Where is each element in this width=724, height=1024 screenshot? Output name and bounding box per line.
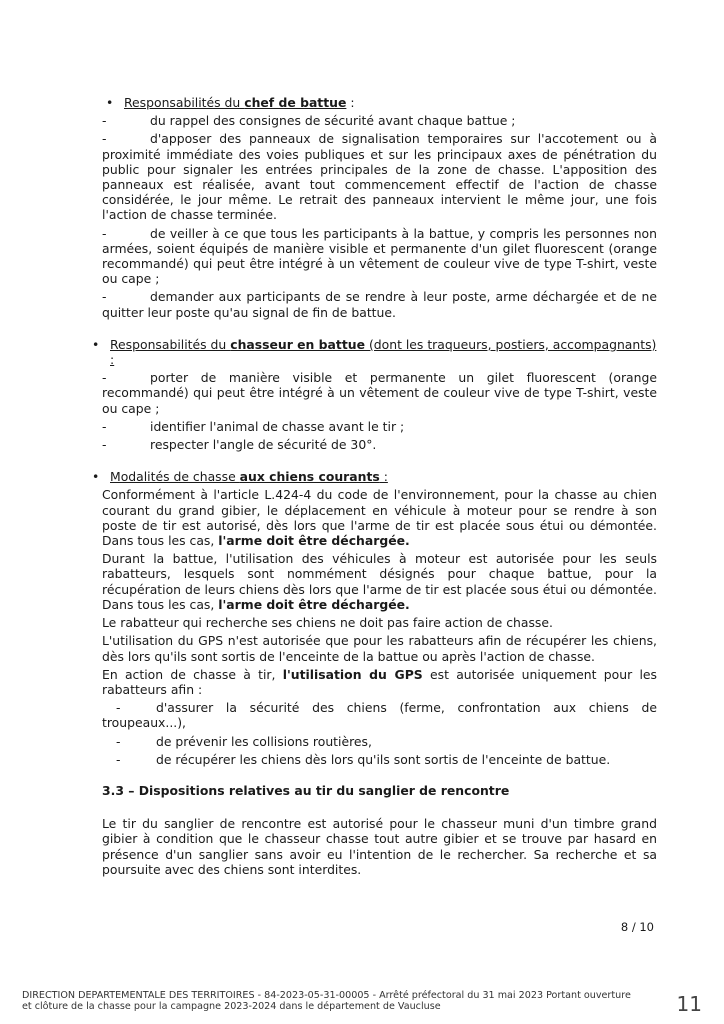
list-item: - demander aux participants de se rendre à leur poste, arme déchargée et de ne quitter leur poste qu'au signal de fin de battue. <box>102 289 657 320</box>
paragraph: L'utilisation du GPS n'est autorisée que pour les rabatteurs afin de récupérer les chiens, dès lors qu'ils sont sortis de l'enceinte de la battue ou après l'action de chasse. <box>102 633 657 664</box>
list-item: - respecter l'angle de sécurité de 30°. <box>102 437 377 453</box>
bullet-icon: • <box>92 469 100 485</box>
list-item: - de veiller à ce que tous les participants à la battue, y compris les personnes non armées, soient équipés de manière visible et permanente d'un gilet fluorescent (orange recommandé) qui peut être intégré à un vêtement de couleur vive de type T-shirt, veste ou cape ; <box>102 225 657 287</box>
footer-page-number: 11 <box>676 992 702 1016</box>
paragraph: Conformément à l'article L.424-4 du code de l'environnement, pour la chasse au chien courant du grand gibier, le déplacement en véhicule à moteur pour se rendre à son poste de tir est autorisé, dès lors que l'arme de tir est placée sous étui ou démontée. Dans tous les cas, l'arme doit être déchargée. <box>102 487 657 549</box>
page-number: 8 / 10 <box>620 920 654 934</box>
list-item: - porter de manière visible et permanente un gilet fluorescent (orange recommandé) qui peut être intégré à un vêtement de couleur vive de type T-shirt, veste ou cape ; <box>102 370 657 416</box>
paragraph: En action de chasse à tir, l'utilisation du GPS est autorisée uniquement pour les rabatteurs afin : <box>102 666 657 697</box>
list-item: - d'assurer la sécurité des chiens (ferme, confrontation aux chiens de troupeaux...), <box>102 700 657 731</box>
page-content <box>92 95 657 877</box>
footer-text: DIRECTION DEPARTEMENTALE DES TERRITOIRES - 84-2023-05-31-00005 - Arrêté préfectoral du 31 mai 2023 Portant ouverture et clôture de la chasse pour la campagne 2023-2024 dans le département de Vaucluse <box>22 990 631 1012</box>
paragraph: Le tir du sanglier de rencontre est autorisé pour le chasseur muni d'un timbre grand gibier à condition que le chasseur chasse tout autre gibier et se trouve par hasard en présence d'un sanglier sans avoir eu l'intention de le rechercher. Sa recherche et sa poursuite avec des chiens sont interdites. <box>102 816 657 877</box>
gps-purpose-list <box>102 700 657 767</box>
list-item: - de prévenir les collisions routières, <box>116 733 372 749</box>
list-item: - identifier l'animal de chasse avant le tir ; <box>102 418 405 434</box>
chiens-section-heading: • Modalités de chasse aux chiens courants : <box>92 469 388 485</box>
paragraph: Le rabatteur qui recherche ses chiens ne doit pas faire action de chasse. <box>102 615 553 631</box>
chasseur-section-heading: • Responsabilités du chasseur en battue (dont les traqueurs, postiers, accompagnants) : <box>92 336 657 368</box>
list-item: - du rappel des consignes de sécurité avant chaque battue ; <box>102 113 516 129</box>
subsection-title: 3.3 – Dispositions relatives au tir du sanglier de rencontre <box>102 782 510 798</box>
bullet-icon: • <box>106 95 114 110</box>
list-item: - d'apposer des panneaux de signalisation temporaires sur l'accotement ou à proximité immédiate des voies publiques et sur les principaux axes de pénétration du public pour signaler les entrées principales de la zone de chasse. L'apposition des panneaux est réalisée, avant tout commencement effectif de l'action de chasse considérée, le jour même. Le retrait des panneaux intervient le même jour, une fois l'action de chasse terminée. <box>102 131 657 223</box>
list-item: - de récupérer les chiens dès lors qu'ils sont sortis de l'enceinte de battue. <box>116 751 611 767</box>
bullet-icon: • <box>92 336 100 352</box>
chef-section-heading: • Responsabilités du chef de battue : <box>106 95 355 110</box>
paragraph: Durant la battue, l'utilisation des véhicules à moteur est autorisée pour les seuls rabatteurs, lesquels sont nommément désignés pour chaque battue, pour la récupération de leurs chiens dès lors que l'arme de tir est placée sous étui ou démontée. Dans tous les cas, l'arme doit être déchargée. <box>102 551 657 612</box>
